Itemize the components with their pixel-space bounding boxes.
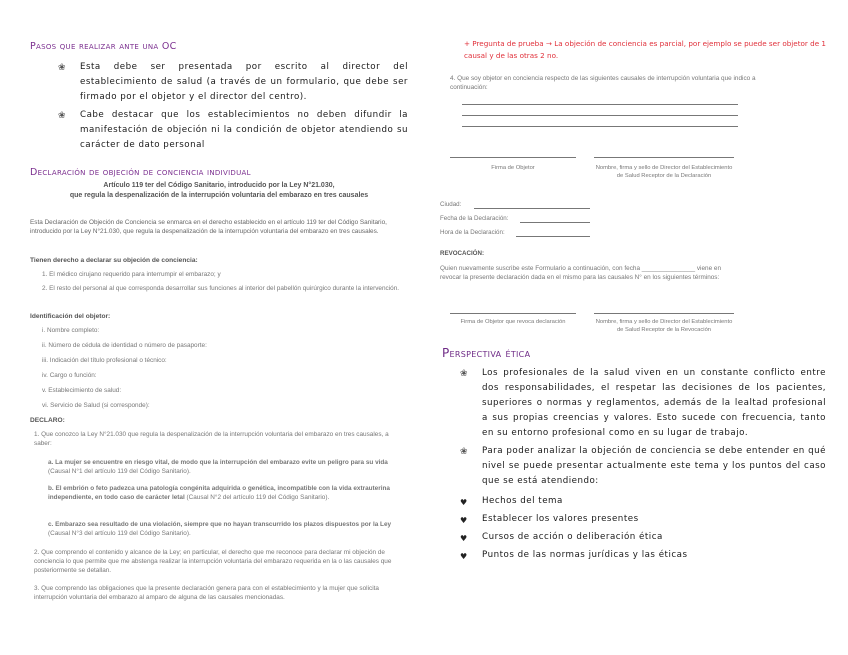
heart-icon: ♥ [460, 534, 468, 543]
list-item: i. Nombre completo: [42, 327, 100, 334]
heading-perspectiva: Perspectiva ética [442, 346, 531, 360]
field-ciudad: Ciudad: [440, 201, 462, 208]
form-question-4: 4. Que soy objetor en conciencia respecto de las siguientes causales de interrupción voluntaria que indico a continuación: [450, 75, 756, 91]
list-item: c. Embarazo sea resultado de una violación, siempre que no hayan transcurrido los plazos dispuestos por la Ley (Causal N°3 del artículo 119 del Código Sanitario). [48, 521, 392, 537]
revocacion-text: Quien nuevamente suscribe este Formulario a continuación, con fecha _______________ viene en revocar la presente declaración dada en el mismo para las causales N° en los siguientes términos: [440, 265, 722, 281]
flower-bullet-icon: ❀ [58, 111, 67, 121]
list-item: ♥ Establecer los valores presentes [460, 512, 639, 528]
signature-director2-label: Nombre, firma y sello de Director del Establecimiento de Salud Receptor de la Revocación [595, 319, 733, 333]
signature-objetor-label: Firma de Objetor [491, 165, 535, 171]
list-item: vi. Servicio de Salud (si corresponde): [42, 402, 150, 409]
heart-icon: ♥ [460, 552, 468, 561]
list-item: a. La mujer se encuentre en riesgo vital, de modo que la interrupción del embarazo evite un peligro para su vida (Causal N°1 del artículo 119 del Código Sanitario). [48, 459, 388, 475]
flower-bullet-icon: ❀ [58, 63, 67, 73]
heart-icon: ♥ [460, 498, 468, 507]
list-item: 2. Que comprendo el contenido y alcance de la Ley; en particular, el derecho que me reconoce para declarar mi objeción de conciencia lo que permite que me abstenga realizar la interrupción voluntaria del embarazo requerida en la o las causales que posteriormente se detallan. [34, 549, 392, 574]
list-item: ♥ Hechos del tema [460, 494, 563, 510]
doc-declaro: DECLARO: [30, 417, 65, 424]
list-item: ii. Número de cédula de identidad o número de pasaporte: [42, 342, 207, 349]
doc-title-2: que regula la despenalización de la interrupción voluntaria del embarazo en tres causales [69, 192, 369, 199]
doc-title-1: Artículo 119 ter del Código Sanitario, introducido por la Ley N°21.030, [103, 182, 335, 189]
list-item: ❀ Los profesionales de la salud viven en un constante conflicto entre dos responsabilidades, el respetar las decisiones de los pacientes, superiores o normas y reglamentos, además de la lealtad profesional a sus propias creencias y valores. Esto sucede con frecuencia, tanto en su entorno profesional como en su lugar de trabajo. [460, 366, 826, 441]
list-item: 1. Que conozco la Ley N°21.030 que regula la despenalización de la interrupción voluntaria del embarazo en tres causales, a saber: [34, 431, 389, 447]
list-item: ❀ Esta debe ser presentada por escrito al director del establecimiento de salud (a través de un formulario, que debe ser firmado por el objetor y el director del centro). [58, 60, 408, 105]
field-fecha: Fecha de la Declaración: [440, 215, 509, 222]
doc-id-title: Identificación del objetor: [30, 313, 111, 320]
field-line [516, 236, 590, 237]
list-item: b. El embrión o feto padezca una patología congénita adquirida o genética, incompatible con la vida extrauterina independiente, en todo caso de carácter letal (Causal N°2 del artículo 119 del Código Sanitario). [48, 485, 390, 501]
signature-revoca-label: Firma de Objetor que revoca declaración [460, 319, 566, 325]
blank-line [462, 126, 738, 127]
signature-line [450, 313, 576, 314]
heading-declaracion: Declaración de objeción de conciencia individual [30, 167, 251, 178]
list-item: v. Establecimiento de salud: [42, 387, 122, 394]
list-item: iii. Indicación del título profesional o técnico: [42, 357, 167, 364]
doc-intro: Esta Declaración de Objeción de Conciencia se enmarca en el derecho establecido en el artículo 119 ter del Código Sanitario, introducido por la Ley N°21.030, que regula la despenalización de la interrupción voluntaria del embarazo en tres causales. [30, 219, 387, 235]
blank-line [462, 115, 738, 116]
flower-bullet-icon: ❀ [460, 369, 469, 379]
field-hora: Hora de la Declaración: [440, 229, 505, 236]
heading-pasos: Pasos que realizar ante una OC [30, 41, 177, 52]
heart-icon: ♥ [460, 516, 468, 525]
list-item: ❀ Cabe destacar que los establecimientos no deben difundir la manifestación de objeción ni la condición de objetor atendiendo su carácter de dato personal [58, 108, 408, 153]
signature-line [594, 157, 734, 158]
list-item: 3. Que comprendo las obligaciones que la presente declaración genera para con el establecimiento y la mujer que solicita interrupción voluntaria del embarazo al amparo de alguna de las causales mencionadas. [34, 585, 379, 601]
field-line [474, 208, 590, 209]
list-item: ❀ Para poder analizar la objeción de conciencia se debe entender en qué nivel se puede presentar actualmente este tema y los puntos del caso que se está atendiendo: [460, 444, 826, 489]
field-line [520, 222, 590, 223]
revocacion-title: REVOCACIÓN: [440, 250, 485, 257]
blank-line [462, 104, 738, 105]
signature-director-label: Nombre, firma y sello de Director del Establecimiento de Salud Receptor de la Declaración [595, 165, 733, 179]
signature-line [594, 313, 734, 314]
flower-bullet-icon: ❀ [460, 447, 469, 457]
list-item: ♥ Cursos de acción o deliberación ética [460, 530, 663, 546]
doc-rights-title: Tienen derecho a declarar su objeción de conciencia: [30, 257, 198, 264]
list-item: ♥ Puntos de las normas jurídicas y las éticas [460, 548, 688, 564]
list-item: 2. El resto del personal al que corresponda desarrollar sus funciones al interior del pabellón quirúrgico durante la intervención. [42, 285, 400, 292]
exam-note: + Pregunta de prueba → La objeción de conciencia es parcial, por ejemplo se puede ser objetor de 1 causal y de las otras 2 no. [464, 39, 826, 60]
list-item: 1. El médico cirujano requerido para interrumpir el embarazo; y [42, 271, 221, 278]
list-item: iv. Cargo o función: [42, 372, 97, 379]
signature-line [450, 157, 576, 158]
